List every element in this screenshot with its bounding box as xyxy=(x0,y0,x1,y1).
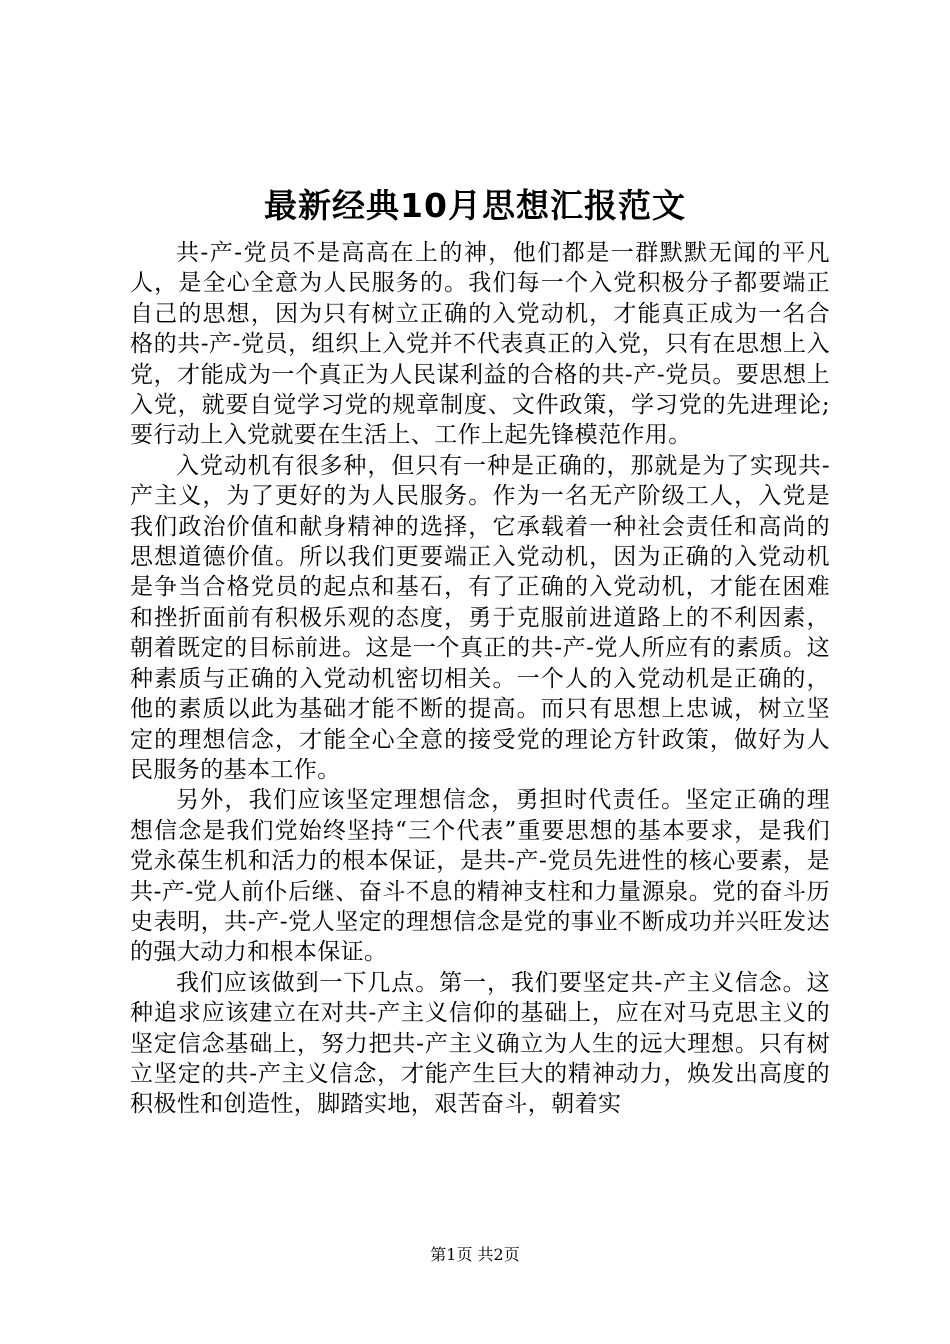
document-body xyxy=(130,238,830,1120)
document-title: 最新经典10月思想汇报范文 xyxy=(264,186,686,225)
paragraph-4: 我们应该做到一下几点。第一，我们要坚定共-产主义信念。这种追求应该建立在对共-产主义信仰的基础上，应在对马克思主义的坚定信念基础上，努力把共-产主义确立为人生的远大理想。只有树立坚定的共-产主义信念，才能产生巨大的精神动力，焕发出高度的积极性和创造性，脚踏实地，艰苦奋斗，朝着实 xyxy=(130,969,830,1118)
paragraph-2: 入党动机有很多种，但只有一种是正确的，那就是为了实现共-产主义，为了更好的为人民服务。作为一名无产阶级工人，入党是我们政治价值和献身精神的选择，它承载着一种社会责任和高尚的思想道德价值。所以我们更要端正入党动机，因为正确的入党动机是争当合格党员的起点和基石，有了正确的入党动机，才能在困难和挫折面前有积极乐观的态度，勇于克服前进道路上的不利因素，朝着既定的目标前进。这是一个真正的共-产-党人所应有的素质。这种素质与正确的入党动机密切相关。一个人的入党动机是正确的，他的素质以此为基础才能不断的提高。而只有思想上忠诚，树立坚定的理想信念，才能全心全意的接受党的理论方针政策，做好为人民服务的基本工作。 xyxy=(130,452,830,783)
paragraph-1: 共-产-党员不是高高在上的神，他们都是一群默默无闻的平凡人，是全心全意为人民服务的。我们每一个入党积极分子都要端正自己的思想，因为只有树立正确的入党动机，才能真正成为一名合格的共-产-党员，组织上入党并不代表真正的入党，只有在思想上入党，才能成为一个真正为人民谋利益的合格的共-产-党员。要思想上入党，就要自觉学习党的规章制度、文件政策，学习党的先进理论;要行动上入党就要在生活上、工作上起先锋模范作用。 xyxy=(130,240,830,449)
page-number-footer: 第1页 共2页 xyxy=(430,1245,520,1264)
paragraph-3: 另外，我们应该坚定理想信念，勇担时代责任。坚定正确的理想信念是我们党始终坚持“三个代表”重要思想的基本要求，是我们党永葆生机和活力的根本保证，是共-产-党员先进性的核心要素，是共-产-党人前仆后继、奋斗不息的精神支柱和力量源泉。党的奋斗历史表明，共-产-党人坚定的理想信念是党的事业不断成功并兴旺发达的强大动力和根本保证。 xyxy=(130,787,830,966)
